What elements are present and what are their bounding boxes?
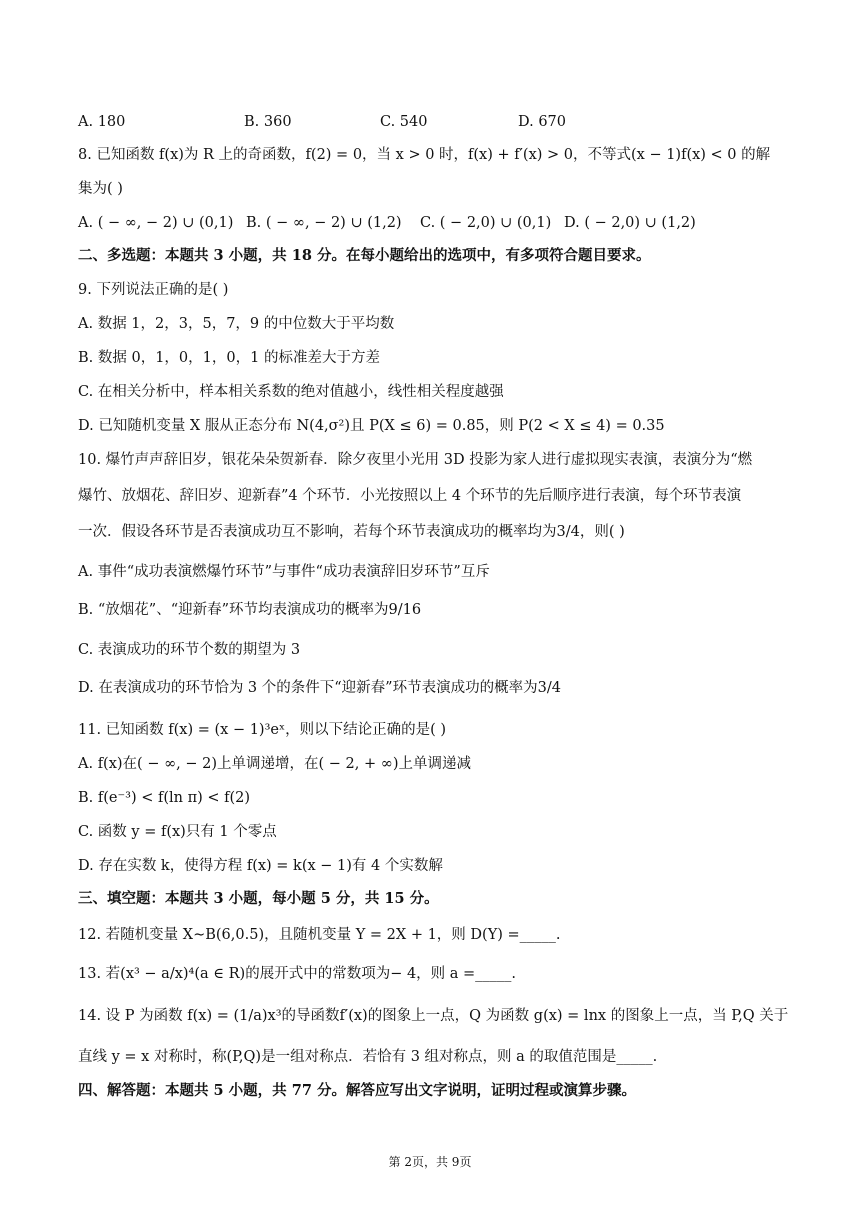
q7-option-d: D. 670	[518, 114, 567, 130]
q7-option-a: A. 180	[78, 114, 126, 130]
page-footer: 第 2页，共 9页	[388, 1155, 472, 1169]
q11-option-d: D. 存在实数 k，使得方程 f(x) = k(x − 1)有 4 个实数解	[78, 858, 443, 874]
q8-stem-line1: 8. 已知函数 f(x)为 R 上的奇函数，f(2) = 0，当 x > 0 时，f(x) + f′(x) > 0，不等式(x − 1)f(x) < 0 的解	[78, 147, 771, 163]
q10-option-c: C. 表演成功的环节个数的期望为 3	[78, 642, 301, 658]
q7-option-b: B. 360	[244, 114, 292, 130]
q10-option-b: B. “放烟花”、“迎新春”环节均表演成功的概率为9/16	[78, 602, 422, 618]
q13-text: 13. 若(x³ − a/x)⁴(a ∈ R)的展开式中的常数项为− 4，则 a =_____.	[78, 966, 517, 982]
q10-stem-line3: 一次．假设各环节是否表演成功互不影响，若每个环节表演成功的概率均为3/4，则( )	[78, 524, 625, 540]
q8-option-b: B. ( − ∞, − 2) ∪ (1,2)	[246, 215, 402, 231]
q11-option-c: C. 函数 y = f(x)只有 1 个零点	[78, 824, 277, 840]
q14-line1: 14. 设 P 为函数 f(x) = (1/a)x³的导函数f′(x)的图象上一点，Q 为函数 g(x) = lnx 的图象上一点，当 P,Q 关于	[78, 1008, 789, 1024]
q9-option-c: C. 在相关分析中，样本相关系数的绝对值越小，线性相关程度越强	[78, 384, 504, 400]
section2-heading: 二、多选题：本题共 3 小题，共 18 分。在每小题给出的选项中，有多项符合题目要求。	[78, 247, 651, 264]
q12-text: 12. 若随机变量 X∼B(6,0.5)，且随机变量 Y = 2X + 1，则 D(Y) =_____.	[78, 927, 561, 943]
q8-option-c: C. ( − 2,0) ∪ (0,1)	[420, 215, 552, 231]
q11-stem: 11. 已知函数 f(x) = (x − 1)³eˣ，则以下结论正确的是( )	[78, 722, 447, 738]
q9-option-a: A. 数据 1，2，3，5，7，9 的中位数大于平均数	[78, 316, 395, 332]
q8-stem-line2: 集为( )	[78, 181, 123, 197]
section4-heading: 四、解答题：本题共 5 小题，共 77 分。解答应写出文字说明，证明过程或演算步骤。	[78, 1082, 636, 1099]
q7-option-c: C. 540	[380, 114, 428, 130]
q10-option-a: A. 事件“成功表演燃爆竹环节”与事件“成功表演辞旧岁环节”互斥	[78, 564, 490, 580]
q11-option-a: A. f(x)在( − ∞, − 2)上单调递增，在( − 2, + ∞)上单调递减	[78, 756, 471, 772]
q11-option-b: B. f(e⁻³) < f(ln π) < f(2)	[78, 790, 251, 806]
q8-option-a: A. ( − ∞, − 2) ∪ (0,1)	[78, 215, 234, 231]
q9-option-d: D. 已知随机变量 X 服从正态分布 N(4,σ²)且 P(X ≤ 6) = 0.85，则 P(2 < X ≤ 4) = 0.35	[78, 418, 665, 434]
q10-option-d: D. 在表演成功的环节恰为 3 个的条件下“迎新春”环节表演成功的概率为3/4	[78, 680, 561, 696]
q10-stem-line2: 爆竹、放烟花、辞旧岁、迎新春”4 个环节．小光按照以上 4 个环节的先后顺序进行表演，每个环节表演	[78, 488, 742, 504]
section3-heading: 三、填空题：本题共 3 小题，每小题 5 分，共 15 分。	[78, 890, 439, 907]
q10-stem-line1: 10. 爆竹声声辞旧岁，银花朵朵贺新春．除夕夜里小光用 3D 投影为家人进行虚拟现实表演，表演分为“燃	[78, 452, 753, 468]
q14-line2: 直线 y = x 对称时，称(P,Q)是一组对称点．若恰有 3 组对称点，则 a 的取值范围是_____.	[78, 1049, 658, 1065]
q9-stem: 9. 下列说法正确的是( )	[78, 282, 229, 298]
q9-option-b: B. 数据 0，1，0，1，0，1 的标准差大于方差	[78, 350, 380, 366]
q8-option-d: D. ( − 2,0) ∪ (1,2)	[564, 215, 696, 231]
